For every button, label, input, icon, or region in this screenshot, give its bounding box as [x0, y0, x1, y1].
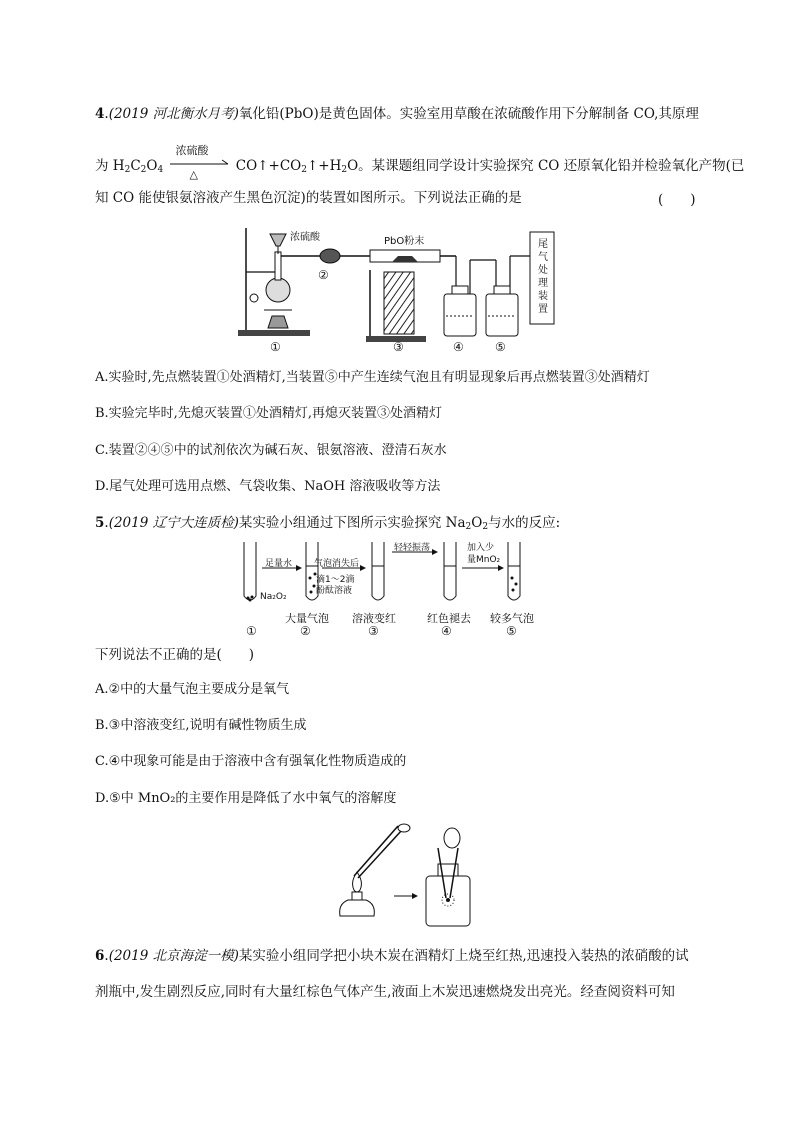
q4-line2: 为 $H_2C_2O_4$ 浓硫酸 △ $CO↑+CO_2↑+H_2O$。某课题组同学设计实验探究 CO 还原氧化铅并检验氧化产物(已 — [95, 143, 745, 181]
q5-option-c: C.④中现象可能是由于溶液中含有强氧化性物质造成的 — [95, 754, 407, 769]
q4-text-1: 氧化铅(PbO)是黄色固体。实验室用草酸在浓硫酸作用下分解制备 CO,其原理 — [238, 106, 699, 122]
q4-option-b: B.实验完毕时,先熄灭装置①处酒精灯,再熄灭装置③处酒精灯 — [95, 406, 442, 421]
q4-source: (2019 河北衡水月考) — [108, 106, 239, 122]
q5-option-d: D.⑤中 MnO₂的主要作用是降低了水中氧气的溶解度 — [95, 791, 397, 806]
q6-line1: 6.(2019 北京海淀一模)某实验小组同学把小块木炭在酒精灯上烧至红热,迅速投入装热的浓硝酸的试 — [95, 948, 689, 964]
answer-blank: ( ) — [658, 192, 696, 208]
q5-number: 5 — [95, 515, 105, 531]
q5-step3: 轻轻振荡 — [394, 543, 431, 553]
q5-n2: ② — [300, 624, 311, 638]
q4-label-pbo: PbO粉末 — [384, 236, 425, 247]
q4-label-n1: ① — [270, 340, 281, 354]
q4-label-n4: ④ — [453, 340, 464, 354]
q4-label-n3: ③ — [393, 340, 404, 354]
q5-caption4: 红色褪去 — [427, 612, 471, 625]
q4-label-conc-acid: 浓硫酸 — [290, 232, 320, 243]
q4-line3: 知 CO 能使银氨溶液产生黑色沉淀)的装置如图所示。下列说法正确的是 — [95, 190, 522, 206]
q5-caption2: 大量气泡 — [285, 612, 329, 625]
q5-n1: ① — [246, 624, 257, 638]
q5-n4: ④ — [441, 624, 452, 638]
q4-line1: 4.(2019 河北衡水月考)氧化铅(PbO)是黄色固体。实验室用草酸在浓硫酸作用下分解制备 CO,其原理 — [95, 106, 699, 122]
q5-na2o2: Na₂O₂ — [260, 592, 287, 602]
q6-source: (2019 北京海淀一模) — [108, 948, 239, 964]
q4-option-c: C.装置②④⑤中的试剂依次为碱石灰、银氨溶液、澄清石灰水 — [95, 443, 447, 458]
q4-label-n2: ② — [318, 268, 329, 282]
q5-question: 下列说法不正确的是( ) — [95, 647, 255, 663]
q5-caption5: 较多气泡 — [490, 612, 534, 625]
q5-step2a: 气泡消失后 — [314, 559, 360, 569]
q5-n3: ③ — [368, 624, 379, 638]
reaction-condition: 浓硫酸 △ — [168, 157, 232, 177]
q5-caption3: 溶液变红 — [352, 612, 396, 625]
q5-option-a: A.②中的大量气泡主要成分是氧气 — [95, 682, 290, 697]
q4-option-d: D.尾气处理可选用点燃、气袋收集、NaOH 溶液吸收等方法 — [95, 479, 441, 494]
q5-option-b: B.③中溶液变红,说明有碱性物质生成 — [95, 718, 307, 733]
q5-step1: 足量水 — [265, 559, 293, 569]
q5-source: (2019 辽宁大连质检) — [108, 515, 239, 531]
q4-label-tail-gas: 尾 气 处 理 装 置 — [538, 239, 548, 315]
q5-step2c: 酚酞溶液 — [316, 586, 353, 596]
q5-line1: 5.(2019 辽宁大连质检)某实验小组通过下图所示实验探究 $Na_2O_2$与水的反应: — [95, 515, 561, 532]
equilibrium-arrow-icon — [168, 159, 232, 169]
q4-label-n5: ⑤ — [495, 340, 506, 354]
q5-step2b: 滴1～2滴 — [316, 575, 355, 585]
q6-line2: 剂瓶中,发生剧烈反应,同时有大量红棕色气体产生,液面上木炭迅速燃烧发出亮光。经查阅资料可知 — [95, 984, 675, 1000]
q5-n5: ⑤ — [506, 624, 517, 638]
q5-step4b: 量MnO₂ — [467, 555, 501, 565]
q4-number: 4 — [95, 106, 105, 122]
q4-option-a: A.实验时,先点燃装置①处酒精灯,当装置⑤中产生连续气泡且有明显现象后再点燃装置③处酒精灯 — [95, 370, 650, 385]
q6-number: 6 — [95, 948, 105, 964]
q5-step4a: 加入少 — [467, 543, 495, 553]
q6-charcoal-figure — [334, 820, 474, 932]
